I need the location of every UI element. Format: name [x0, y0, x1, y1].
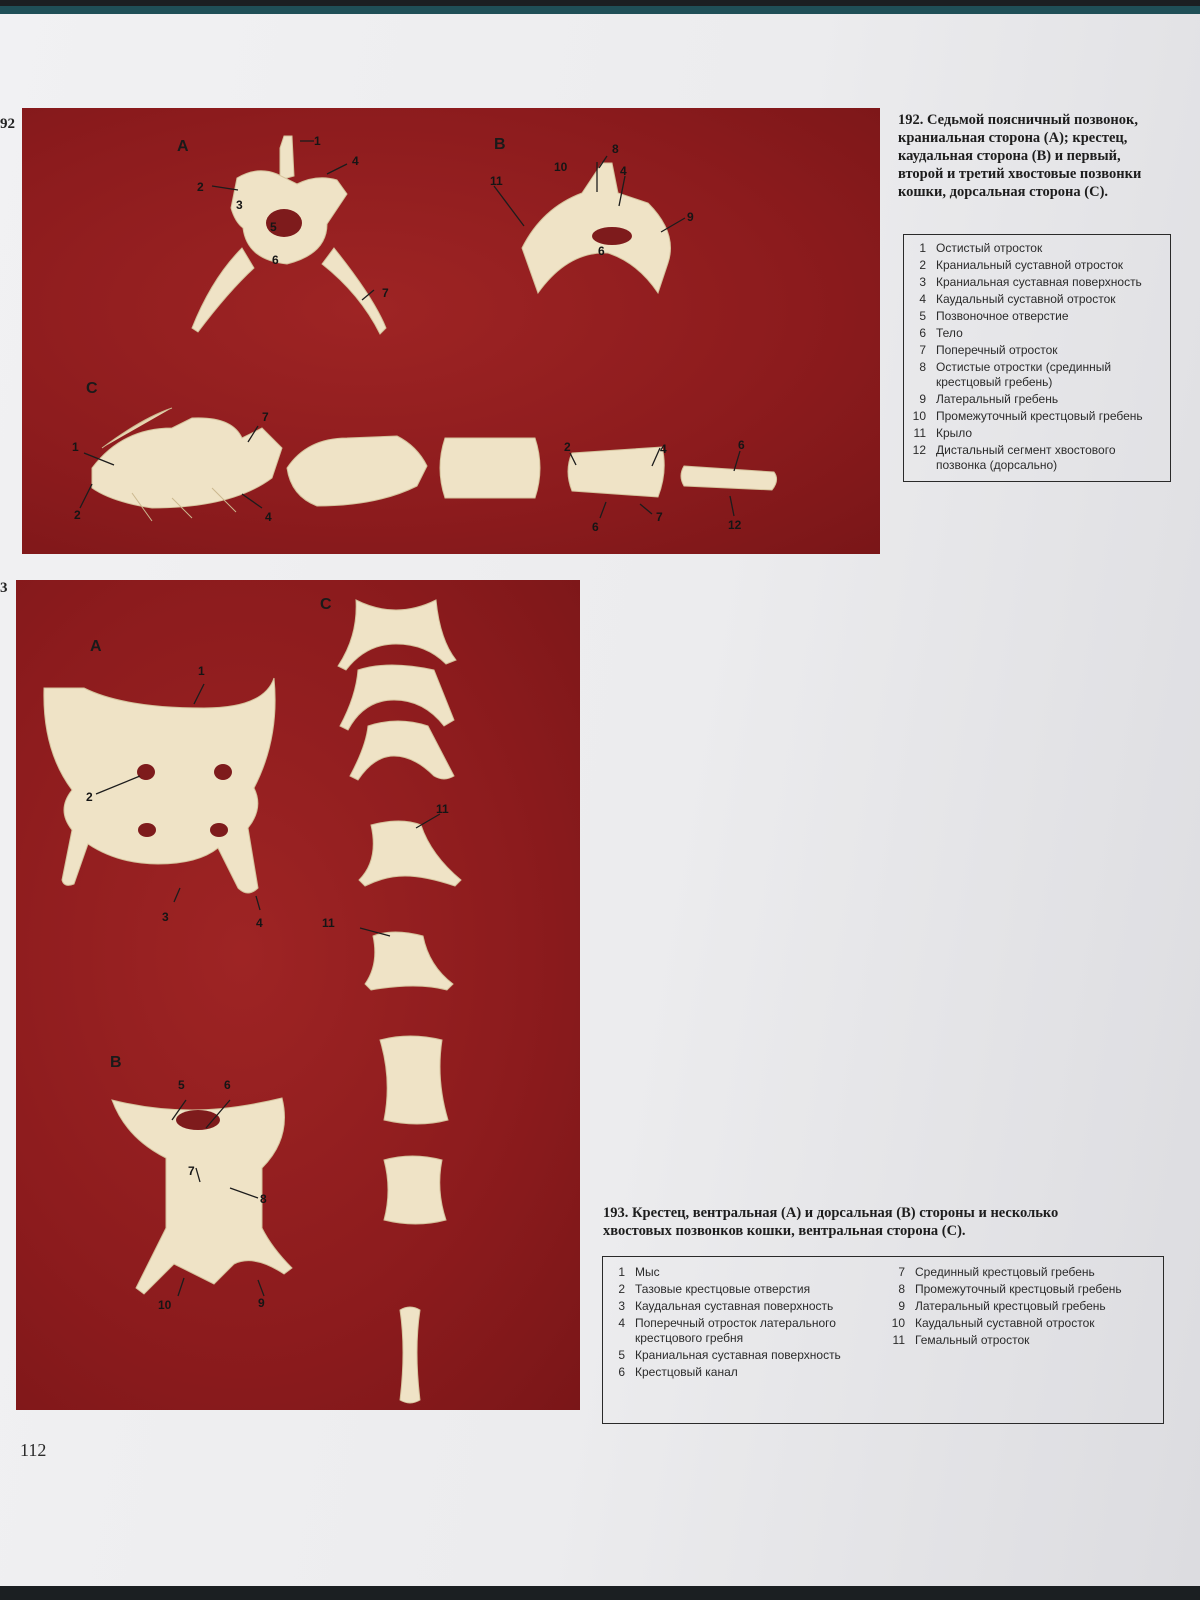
callout-7: 7: [382, 286, 389, 300]
legend-item: [883, 1333, 1153, 1348]
panel-b2-label: B: [110, 1054, 122, 1071]
callout-193-8: 8: [260, 1192, 267, 1206]
legend-item-text: Дистальный сегмент хвостового позвонка (дорсально): [936, 443, 1116, 472]
legend-item-number: 6: [618, 1365, 625, 1379]
legend-item-number: 10: [891, 1316, 905, 1330]
legend-item-number: 7: [898, 1265, 905, 1279]
figure-192-bones: [22, 108, 880, 554]
legend-item-text: Позвоночное отверстие: [936, 309, 1069, 323]
callout-c12: 12: [728, 518, 742, 532]
callout-193-1: 1: [198, 664, 205, 678]
figure-192-number: 92: [0, 116, 15, 132]
legend-item-number: 3: [919, 275, 926, 289]
legend-item-text: Промежуточный крестцовый гребень: [936, 409, 1143, 423]
figure-193-number: 3: [0, 580, 8, 596]
legend-item-number: 9: [919, 392, 926, 406]
callout-193-3: 3: [162, 910, 169, 924]
legend-item: [603, 1316, 883, 1346]
figure-193-legend-right: [883, 1265, 1153, 1423]
legend-item-number: 2: [919, 258, 926, 272]
legend-item-text: Латеральный гребень: [936, 392, 1059, 406]
legend-item: [883, 1265, 1153, 1280]
legend-item: [904, 275, 1162, 290]
callout-4: 4: [352, 154, 359, 168]
legend-item: [904, 392, 1162, 407]
legend-item: [904, 326, 1162, 341]
legend-item: [603, 1299, 883, 1314]
panel-c2-label: C: [320, 596, 332, 613]
legend-item-text: Мыс: [635, 1265, 660, 1279]
callout-193-9: 9: [258, 1296, 265, 1310]
callout-193-6: 6: [224, 1078, 231, 1092]
legend-item-text: Тело: [936, 326, 963, 340]
legend-item-text: Краниальная суставная поверхность: [635, 1348, 841, 1362]
legend-item-number: 1: [919, 241, 926, 255]
callout-193-11b: 11: [322, 916, 335, 930]
legend-item: [883, 1299, 1153, 1314]
callout-9: 9: [687, 210, 694, 224]
panel-a2-label: A: [90, 638, 102, 655]
legend-item-number: 10: [912, 409, 926, 423]
legend-item-number: 11: [892, 1333, 905, 1347]
legend-item: [883, 1282, 1153, 1297]
legend-item-number: 6: [919, 326, 926, 340]
panel-a-label: A: [177, 138, 189, 155]
callout-1: 1: [314, 134, 321, 148]
callout-193-11a: 11: [436, 802, 449, 816]
callout-c6: 6: [592, 520, 599, 534]
callout-2: 2: [197, 180, 204, 194]
page-number: 112: [20, 1440, 47, 1460]
legend-item-text: Каудальный суставной отросток: [915, 1316, 1095, 1330]
callout-10: 10: [554, 160, 568, 174]
legend-item: [883, 1316, 1153, 1331]
callout-c7: 7: [262, 410, 269, 424]
legend-item: [904, 309, 1162, 324]
legend-item-text: Каудальная суставная поверхность: [635, 1299, 834, 1313]
callout-6: 6: [272, 253, 279, 267]
figure-193-legend: [602, 1256, 1164, 1424]
legend-item-number: 5: [919, 309, 926, 323]
legend-item: [603, 1365, 883, 1380]
callout-3: 3: [236, 198, 243, 212]
legend-item: [904, 426, 1162, 441]
callout-c4b: 4: [660, 442, 667, 456]
figure-192-caption: 192. Седьмой поясничный позвонок, краниальная сторона (A); крестец, каудальная сторона (B) и первый, второй и третий хвостовые позвонки кошки, дорсальная сторона (C).: [898, 112, 1142, 200]
callout-5: 5: [270, 220, 277, 234]
legend-item-text: Поперечный отросток: [936, 343, 1058, 357]
legend-item-number: 7: [919, 343, 926, 357]
callout-4b: 4: [620, 164, 627, 178]
legend-item: [904, 409, 1162, 424]
figure-192-legend: [903, 234, 1171, 482]
callout-6b: 6: [598, 244, 605, 258]
callout-c1: 1: [72, 440, 79, 454]
legend-item-number: 12: [912, 443, 926, 457]
callout-c7b: 7: [656, 510, 663, 524]
legend-item: [603, 1265, 883, 1280]
callout-c6b: 6: [738, 438, 745, 452]
legend-item-text: Каудальный суставной отросток: [936, 292, 1116, 306]
legend-item: [904, 343, 1162, 358]
panel-c-label: C: [86, 380, 98, 397]
legend-item-text: Поперечный отросток латерального крестцового гребня: [635, 1316, 836, 1345]
legend-item: [904, 241, 1162, 256]
figure-193-bones: [16, 580, 580, 1410]
legend-item: [603, 1348, 883, 1363]
legend-item-text: Латеральный крестцовый гребень: [915, 1299, 1106, 1313]
callout-193-4: 4: [256, 916, 263, 930]
legend-item: [904, 443, 1162, 473]
callout-193-10: 10: [158, 1298, 172, 1312]
callout-c4: 4: [265, 510, 272, 524]
legend-item-text: Срединный крестцовый гребень: [915, 1265, 1095, 1279]
callout-193-7: 7: [188, 1164, 195, 1178]
book-page: [0, 6, 1200, 1586]
legend-item-text: Крестцовый канал: [635, 1365, 738, 1379]
callout-193-5: 5: [178, 1078, 185, 1092]
callout-c2b: 2: [564, 440, 571, 454]
legend-item-number: 8: [898, 1282, 905, 1296]
figure-193-caption: 193. Крестец, вентральная (A) и дорсальная (B) стороны и несколько хвостовых позвонков кошки, вентральная сторона (C).: [603, 1205, 1059, 1239]
legend-item-number: 2: [618, 1282, 625, 1296]
legend-item-number: 9: [898, 1299, 905, 1313]
legend-item-text: Остистые отростки (срединный крестцовый гребень): [936, 360, 1112, 389]
legend-item-text: Крыло: [936, 426, 973, 440]
legend-item-number: 4: [919, 292, 926, 306]
legend-item: [603, 1282, 883, 1297]
legend-item-text: Остистый отросток: [936, 241, 1043, 255]
legend-item-number: 5: [618, 1348, 625, 1362]
legend-item-number: 4: [618, 1316, 625, 1330]
figure-192-photo: [22, 108, 880, 554]
legend-item-number: 8: [919, 360, 926, 374]
legend-item-text: Гемальный отросток: [915, 1333, 1030, 1347]
callout-8: 8: [612, 142, 619, 156]
figure-193-photo: [16, 580, 580, 1410]
page-top-edge: [0, 6, 1200, 14]
legend-item-number: 1: [618, 1265, 625, 1279]
legend-item-text: Краниальная суставная поверхность: [936, 275, 1142, 289]
legend-item-text: Промежуточный крестцовый гребень: [915, 1282, 1122, 1296]
callout-193-2: 2: [86, 790, 93, 804]
legend-item-text: Краниальный суставной отросток: [936, 258, 1124, 272]
callout-c2: 2: [74, 508, 81, 522]
callout-11: 11: [490, 174, 503, 188]
legend-item-text: Тазовые крестцовые отверстия: [635, 1282, 811, 1296]
legend-item: [904, 360, 1162, 390]
legend-item-number: 11: [913, 426, 926, 440]
panel-b-label: B: [494, 136, 506, 153]
legend-item: [904, 292, 1162, 307]
legend-item: [904, 258, 1162, 273]
legend-item-number: 3: [618, 1299, 625, 1313]
figure-193-legend-left: [603, 1265, 883, 1423]
